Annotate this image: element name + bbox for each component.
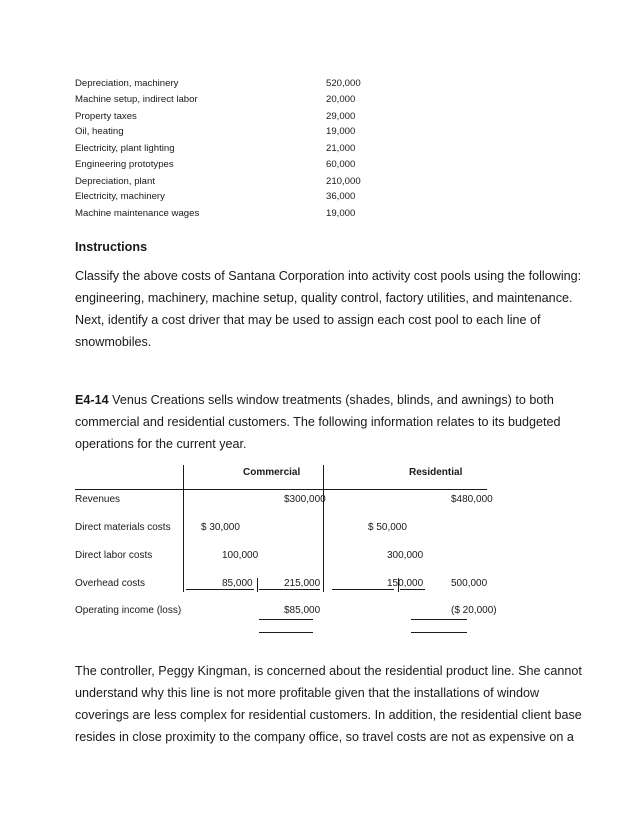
- residential-subtotal: $ 50,000: [368, 522, 407, 533]
- residential-total: 500,000: [451, 578, 488, 589]
- cost-amount: 21,000: [326, 143, 356, 154]
- residential-subtotal: 150,000: [387, 578, 424, 589]
- sum-rule: [332, 589, 394, 590]
- cost-label: Electricity, machinery: [75, 191, 165, 202]
- double-underline: [411, 632, 467, 633]
- cost-label: Machine setup, indirect labor: [75, 94, 198, 105]
- column-divider: [183, 465, 184, 592]
- cost-label: Electricity, plant lighting: [75, 143, 175, 154]
- row-label: Direct labor costs: [75, 550, 153, 561]
- cost-label: Oil, heating: [75, 126, 124, 137]
- closing-line: understand why this line is not more profitable given that the installations of window: [75, 686, 540, 700]
- closing-line: The controller, Peggy Kingman, is concerned about the residential product line. She cannot: [75, 664, 582, 678]
- double-underline: [259, 619, 313, 620]
- sum-rule: [186, 589, 254, 590]
- sum-rule: [400, 589, 425, 590]
- header-rule: [75, 489, 487, 490]
- row-label: Operating income (loss): [75, 605, 182, 616]
- instructions-line: snowmobiles.: [75, 335, 152, 349]
- exercise-label: E4-14: [75, 393, 109, 407]
- cost-amount: 36,000: [326, 191, 356, 202]
- closing-line: coverings are less complex for residential customers. In addition, the residential client base: [75, 708, 582, 722]
- sum-rule: [259, 589, 320, 590]
- row-label: Direct materials costs: [75, 522, 171, 533]
- commercial-total: $300,000: [284, 494, 326, 505]
- residential-total: $480,000: [451, 494, 493, 505]
- instructions-line: engineering, machinery, machine setup, quality control, factory utilities, and maintenance.: [75, 291, 573, 305]
- cost-amount: 60,000: [326, 159, 356, 170]
- residential-subtotal: 300,000: [387, 550, 424, 561]
- cost-amount: 20,000: [326, 94, 356, 105]
- exercise-line: Venus Creations sells window treatments (shades, blinds, and awnings) to both: [108, 393, 554, 407]
- instructions-heading: Instructions: [75, 240, 148, 254]
- cost-label: Depreciation, plant: [75, 176, 155, 187]
- commercial-subtotal: $ 30,000: [201, 522, 240, 533]
- double-underline: [259, 632, 313, 633]
- instructions-line: Next, identify a cost driver that may be used to assign each cost pool to each line of: [75, 313, 541, 327]
- column-header-commercial: Commercial: [243, 467, 301, 478]
- residential-total: ($ 20,000): [451, 605, 497, 616]
- cost-amount: 19,000: [326, 126, 356, 137]
- cost-amount: 19,000: [326, 208, 356, 219]
- instructions-line: Classify the above costs of Santana Corporation into activity cost pools using the following:: [75, 269, 582, 283]
- commercial-total: 215,000: [284, 578, 321, 589]
- cost-label: Property taxes: [75, 111, 137, 122]
- exercise-line: commercial and residential customers. The following information relates to its budgeted: [75, 415, 561, 429]
- column-header-residential: Residential: [409, 467, 463, 478]
- cost-label: Machine maintenance wages: [75, 208, 200, 219]
- commercial-subtotal: 85,000: [222, 578, 253, 589]
- cost-label: Engineering prototypes: [75, 159, 174, 170]
- double-underline: [411, 619, 467, 620]
- cost-label: Depreciation, machinery: [75, 78, 179, 89]
- column-divider: [323, 465, 324, 592]
- exercise-intro: [75, 393, 554, 407]
- row-label: Revenues: [75, 494, 121, 505]
- cost-amount: 210,000: [326, 176, 361, 187]
- cost-amount: 29,000: [326, 111, 356, 122]
- commercial-subtotal: 100,000: [222, 550, 259, 561]
- commercial-total: $85,000: [284, 605, 321, 616]
- exercise-line: operations for the current year.: [75, 437, 247, 451]
- cost-amount: 520,000: [326, 78, 361, 89]
- row-label: Overhead costs: [75, 578, 146, 589]
- closing-line: resides in close proximity to the company office, so travel costs are not as expensive on a: [75, 730, 574, 744]
- column-divider: [257, 578, 258, 592]
